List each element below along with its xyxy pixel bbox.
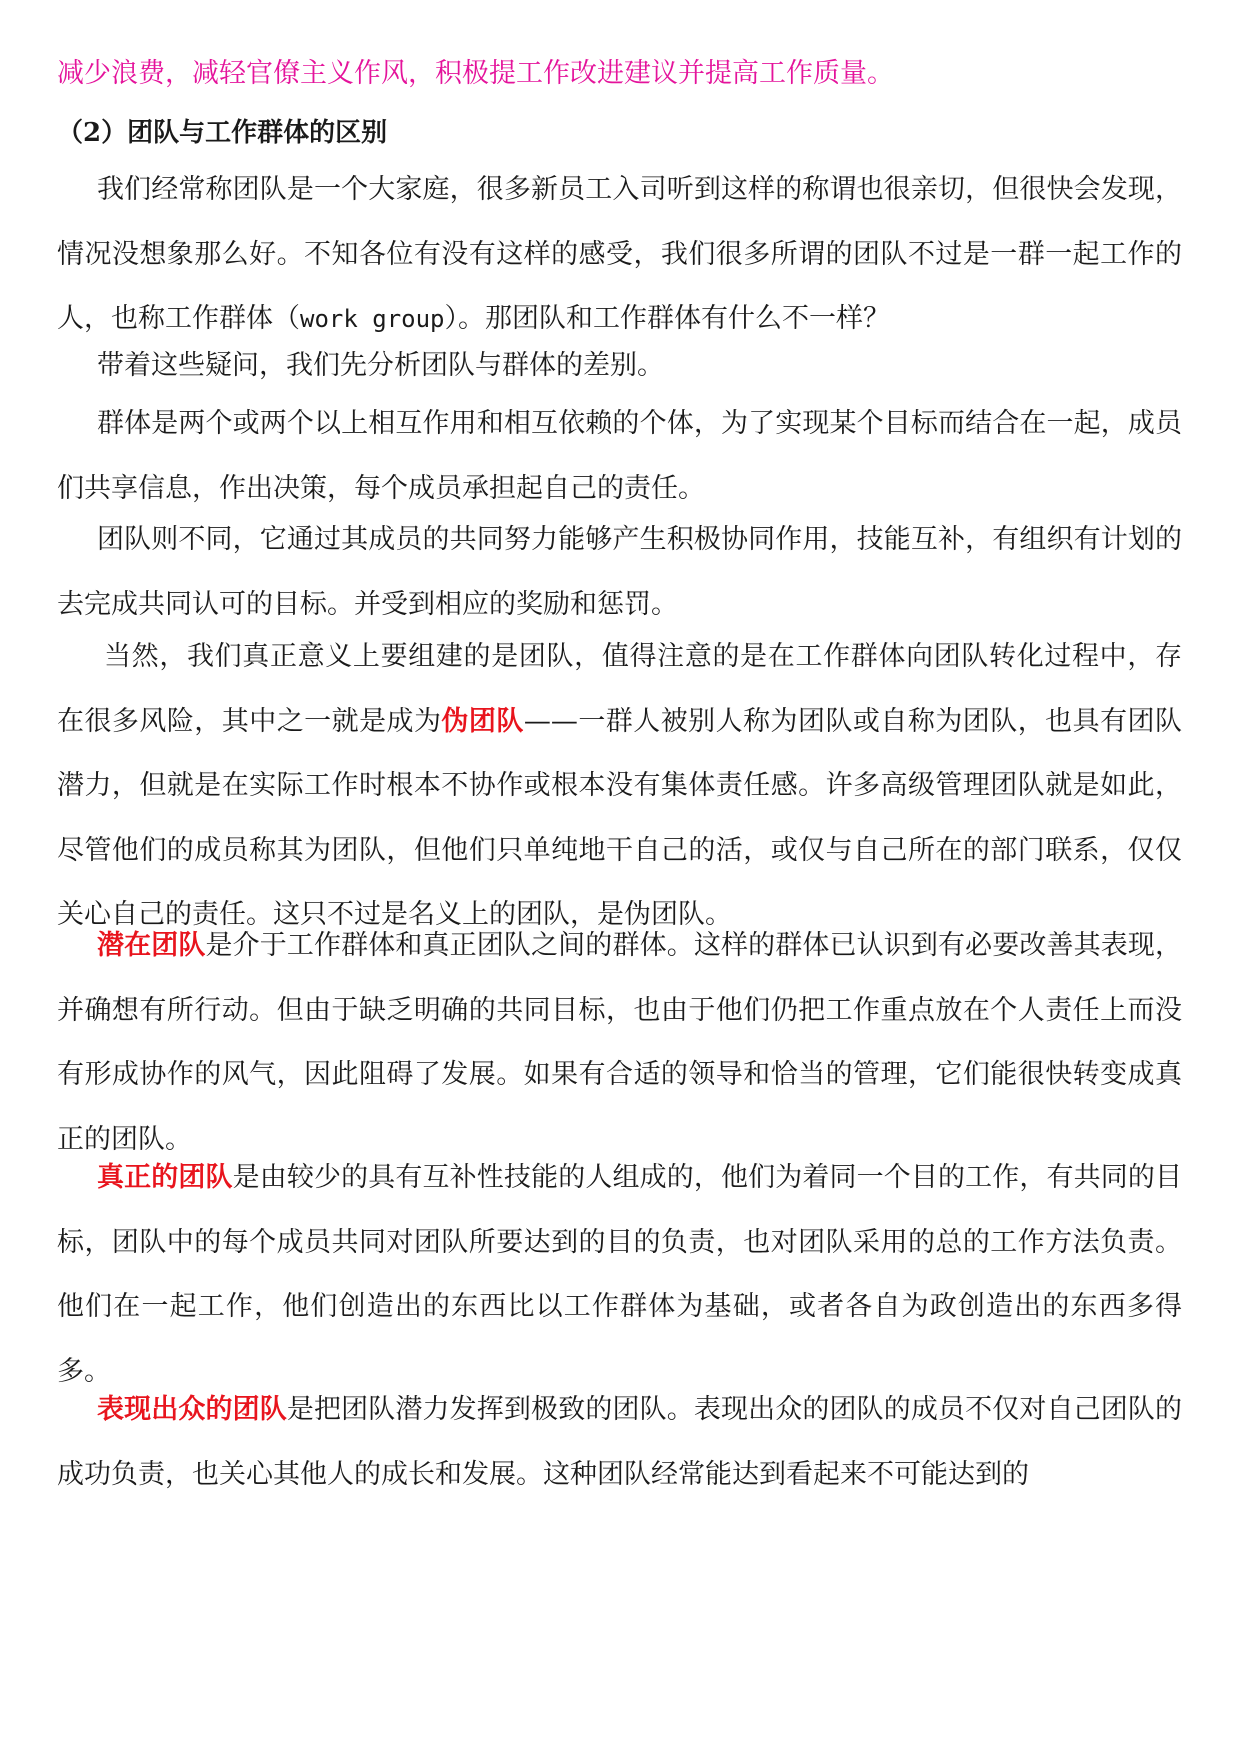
paragraph-text: 当然，我们真正意义上要组建的是团队，值得注意的是在工作群体向团队转化过程中，存在很多风险，其中之一就是成为 [57, 641, 1182, 737]
paragraph-text: 是由较少的具有互补性技能的人组成的，他们为着同一个目的工作，有共同的目标，团队中的每个成员共同对团队所要达到的目的负责，也对团队采用的总的工作方法负责。他们在一起工作，他们创造出的东西比以工作群体为基础，或者各自为政创造出的东西多得多。 [57, 1162, 1183, 1387]
paragraph-text: 是介于工作群体和真正团队之间的群体。这样的群体已认识到有必要改善其表现，并确想有所行动。但由于缺乏明确的共同目标，也由于他们仍把工作重点放在个人责任上而没有形成协作的风气，因此阻碍了发展。如果有合适的领导和恰当的管理，它们能很快转变成真正的团队。 [57, 930, 1183, 1155]
term-real-team: 真正的团队 [97, 1162, 233, 1193]
paragraph-text: ——一群人被别人称为团队或自称为团队，也具有团队潜力，但就是在实际工作时根本不协作或根本没有集体责任感。许多高级管理团队就是如此，尽管他们的成员称其为团队，但他们只单纯地干自己的活，或仅与自己所在的部门联系，仅仅关心自己的责任。这只不过是名义上的团队，是伪团队。 [57, 705, 1183, 930]
paragraph-work-group [57, 158, 1182, 352]
section-heading: （2）团队与工作群体的区别 [57, 118, 388, 148]
paragraph-question: 带着这些疑问，我们先分析团队与群体的差别。 [97, 350, 664, 381]
english-term: work group [300, 305, 445, 333]
paragraph-group-definition: 群体是两个或两个以上相互作用和相互依赖的个体，为了实现某个目标而结合在一起，成员们共享信息，作出决策，每个成员承担起自己的责任。 [57, 408, 1182, 504]
paragraph-text: 我们经常称团队是一个大家庭，很多新员工入司听到这样的称谓也很亲切，但很快会发现，情况没想象那么好。不知各位有没有这样的感受，我们很多所谓的团队不过是一群一起工作的人，也称工作群体（ [57, 174, 1182, 334]
paragraph-potential-team [57, 914, 1182, 1172]
paragraph-text: 是把团队潜力发挥到极致的团队。表现出众的团队的成员不仅对自己团队的成功负责，也关心其他人的成长和发展。这种团队经常能达到看起来不可能达到的 [57, 1394, 1183, 1490]
intro-line: 减少浪费，减轻官僚主义作风，积极提工作改进建议并提高工作质量。 [57, 58, 894, 89]
paragraph-high-performing-team [57, 1378, 1182, 1507]
paragraph-team-definition: 团队则不同，它通过其成员的共同努力能够产生积极协同作用，技能互补，有组织有计划的去完成共同认可的目标。并受到相应的奖励和惩罚。 [57, 524, 1182, 620]
term-potential-team: 潜在团队 [97, 930, 206, 961]
paragraph-text: ）。那团队和工作群体有什么不一样？ [444, 303, 890, 334]
paragraph-pseudo-team [57, 625, 1182, 948]
term-high-performing-team: 表现出众的团队 [97, 1394, 287, 1425]
term-pseudo-team: 伪团队 [441, 705, 524, 737]
paragraph-real-team [57, 1146, 1182, 1404]
